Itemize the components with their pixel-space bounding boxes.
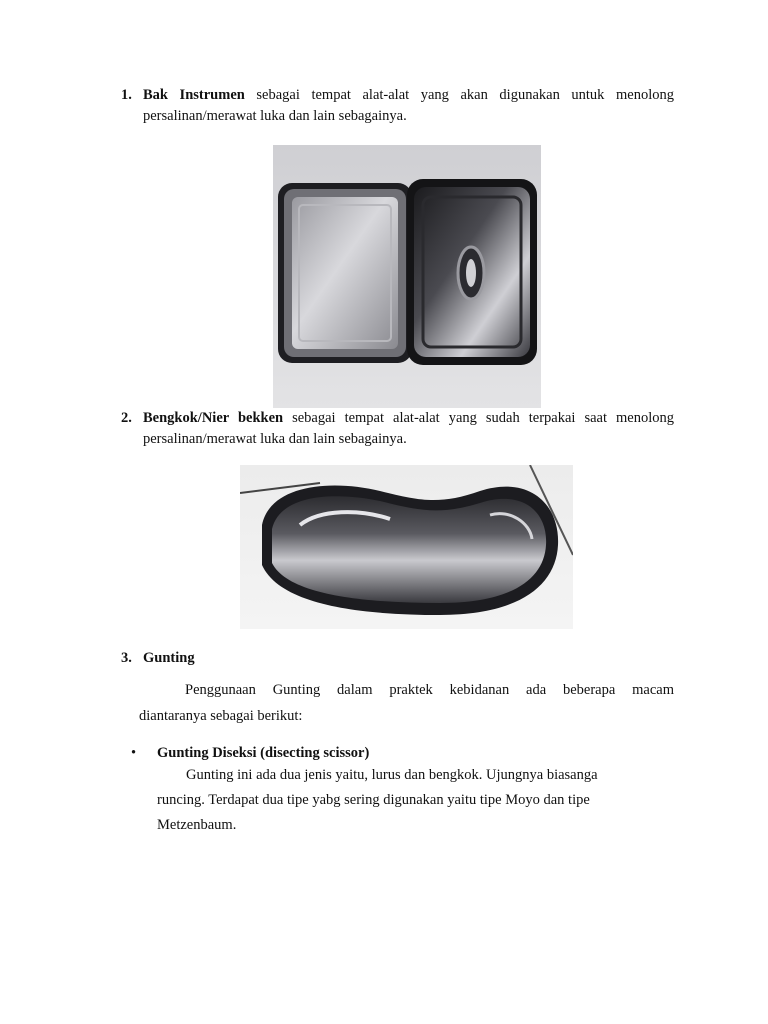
list-number: 1. — [121, 87, 132, 103]
item-description: sebagai tempat alat-alat yang akan digunakan untuk menolong — [244, 87, 674, 103]
list-number: 2. — [121, 410, 132, 426]
bullet-line-1: Gunting ini ada dua jenis yaitu, lurus dan bengkok. Ujungnya biasanga — [186, 767, 598, 783]
bullet-icon: • — [131, 745, 137, 761]
section-heading-gunting — [121, 650, 195, 667]
item-term: Bak Instrumen — [143, 87, 245, 103]
bullet-description — [157, 763, 657, 838]
list-item-bak-instrumen — [121, 85, 674, 127]
bullet-line-2: runcing. Terdapat dua tipe yabg sering digunakan yaitu tipe Moyo dan tipe — [157, 792, 590, 808]
kidney-dish-icon — [240, 465, 573, 629]
list-item-bengkok — [121, 408, 674, 450]
item-line-1 — [143, 85, 674, 106]
bullet-item-gunting-diseksi — [131, 745, 369, 762]
bullet-title: Gunting Diseksi (disecting scissor) — [157, 745, 370, 761]
item-term: Bengkok/Nier bekken — [143, 410, 284, 426]
section-intro — [139, 677, 674, 729]
bullet-line-3: Metzenbaum. — [157, 817, 237, 833]
instrument-tray-photo — [273, 145, 541, 408]
intro-line-2: diantaranya sebagai berikut: — [139, 708, 303, 724]
item-description: sebagai tempat alat-alat yang sudah terpakai saat menolong — [283, 410, 674, 426]
section-title: Gunting — [143, 650, 195, 666]
instrument-tray-icon — [273, 145, 541, 408]
item-line-2: persalinan/merawat luka dan lain sebagainya. — [143, 431, 407, 447]
kidney-dish-photo — [240, 465, 573, 629]
section-number: 3. — [121, 650, 132, 666]
item-line-1 — [143, 408, 674, 429]
item-line-2: persalinan/merawat luka dan lain sebagainya. — [143, 108, 407, 124]
intro-line-1: Penggunaan Gunting dalam praktek kebidanan ada beberapa macam — [185, 682, 674, 698]
